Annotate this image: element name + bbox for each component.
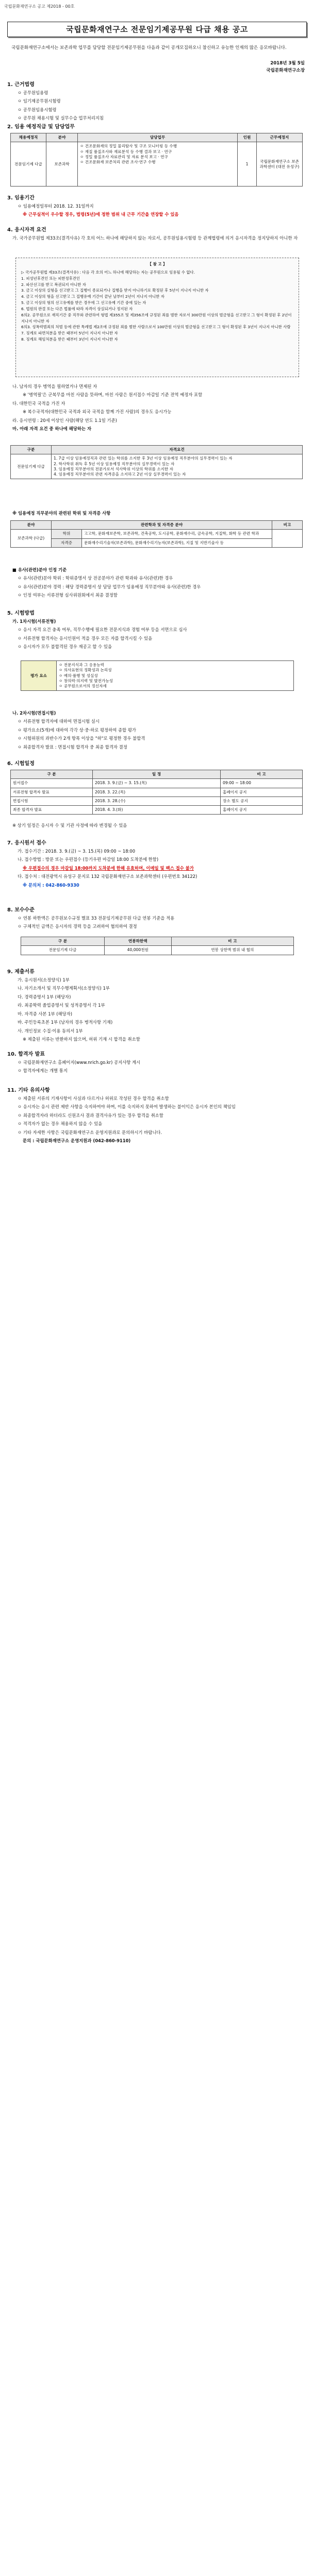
- list-item: 2. 학사학위 취득 후 5년 이상 임용예정 직무분야의 실무경력이 있는 자: [54, 461, 175, 466]
- table-header: 자격요건: [52, 446, 303, 454]
- eligibility-more: [12, 383, 301, 434]
- salary-table: [21, 937, 294, 955]
- list-item: 1. 피성년후견인 또는 피한정후견인: [21, 276, 80, 281]
- list-item: ㅇ 기타 자세한 사항은 국립문화재연구소 운영지원과로 문의하시기 바랍니다.: [18, 1129, 162, 1135]
- note-text: ※ 임용예정 직무분야의 관련된 학위 및 자격증 사항: [12, 511, 111, 516]
- section-application-heading: 7. 응시원서 접수: [7, 840, 46, 846]
- table-header: 구 분: [21, 937, 105, 946]
- table-header: 인원: [238, 133, 257, 142]
- qualification-table: [10, 445, 303, 479]
- list-item: 8. 징계로 해임처분을 받은 때부터 3년이 지나지 아니한 자: [21, 337, 118, 342]
- list-item: ㅇ 유사(관련)분야 경력 : 해당 경력증명서 상 담당 업무가 임용예정 직무분야와 유사(관련)한 경우: [18, 584, 201, 589]
- section-position-heading: 2. 임용 예정직급 및 담당업무: [7, 124, 75, 130]
- table-header: 관련학과 및 자격증 분야: [52, 521, 272, 530]
- list-item: ㅇ 예의·품행 및 성실성: [59, 673, 98, 678]
- list-item: 1. 7급 이상 임용예정직과 관련 있는 학위를 소지한 후 3년 이상 임용예정 직무분야의 실무경력이 있는 자: [54, 456, 233, 461]
- list-item: ㅇ 인정 여부는 서류전형 심사위원회에서 최종 결정함: [18, 592, 118, 598]
- table-cell: [272, 530, 303, 548]
- notice-text: ※ 근무실적이 우수할 경우, 법령(5년)에 정한 범위 내 근무 기간을 연장할 수 있음: [23, 212, 179, 217]
- issuer-name: 국립문화재연구소장: [266, 68, 305, 73]
- list-item: 5. 금고 이상의 형의 선고유예를 받은 경우에 그 선고유예 기간 중에 있는 자: [21, 300, 146, 306]
- paragraph: 마. 아래 자격 요건 중 하나에 해당하는 자: [12, 426, 92, 432]
- list-item: 2. 파산선고를 받고 복권되지 아니한 자: [21, 282, 86, 287]
- page-title: 국립문화재연구소 전문임기제공무원 다급 채용 공고: [7, 22, 307, 37]
- paragraph: 나. 남자의 경우 병역을 필하였거나 면제된 자: [12, 384, 97, 389]
- disqualification-box: [15, 258, 299, 377]
- table-row: [21, 946, 294, 955]
- table-cell: 홈페이지 공지: [221, 806, 303, 815]
- section-salary: [12, 915, 301, 932]
- evaluation-table: [21, 660, 294, 691]
- document-number: 국립문화재연구소 공고 제2018 - 00호: [4, 4, 75, 9]
- list-item: 6의2. 공무원으로 재직기간 중 직무와 관련하여 형법 제355조 및 제356조에 규정된 죄를 범한 자로서 300만원 이상의 벌금형을 선고받고 그 형이 확정된 후 2년이 지나지 아니한 자: [21, 312, 292, 324]
- table-cell: 홈페이지 공지: [221, 788, 303, 796]
- table-cell: 2018. 3. 9.(금) ~ 3. 15.(목): [93, 779, 221, 788]
- list-item: ㅇ 창의력·의지력 및 발전가능성: [59, 678, 113, 683]
- section-legal-basis-heading: 1. 근거법령: [7, 82, 35, 88]
- list-item: 라. 최종학력 졸업증명서 및 성적증명서 각 1부: [18, 1003, 105, 1008]
- section-legal-basis: [12, 90, 301, 124]
- sub-heading: ■ 유사(관련)분야 인정 기준: [12, 567, 67, 572]
- list-item: 다. 접수처 : 대전광역시 유성구 문지로 132 국립문화재연구소 보존과학센터 (우편번호 34122): [18, 874, 197, 879]
- list-item: ㅇ 의사표현의 정확성과 논리성: [59, 668, 112, 673]
- list-item: ㅇ 임용예정일부터 2018. 12. 31일까지: [18, 204, 94, 209]
- table-header: 채용예정직: [11, 133, 46, 142]
- list-item: ㅇ 합격자에게는 개별 통지: [18, 1068, 68, 1074]
- list-item: ㅇ 임기제공무원시험령: [18, 98, 61, 104]
- table-cell: 평가 요소: [21, 661, 57, 691]
- table-cell: 2018. 4. 3.(화): [93, 806, 221, 815]
- list-item: ㅇ 응시자는 응시 관련 제반 사항을 숙지하여야 하며, 이를 숙지하지 못하여 발생하는 불이익은 응시자 본인의 책임임: [18, 1104, 236, 1110]
- table-header: 분야: [11, 521, 52, 530]
- note-text: ※ 상기 일정은 응시자 수 및 기관 사정에 따라 변경될 수 있음: [12, 823, 127, 828]
- table-header: 구 분: [11, 770, 93, 779]
- table-header: 비 고: [171, 937, 293, 946]
- paragraph: 라. 응시연령 : 20세 이상인 사람(해당 연도 1.1일 기준): [12, 417, 117, 423]
- paragraph: 가. 1차시험(서류전형): [12, 619, 56, 624]
- table-cell: 연봉 상한액 범위 내 협의: [171, 946, 293, 955]
- table-cell: 1: [238, 142, 257, 187]
- table-row: [11, 779, 303, 788]
- list-item: 나. 자기소개서 및 직무수행계획서(소정양식) 1부: [18, 986, 110, 991]
- table-cell: 09:00 ~ 18:00: [221, 779, 303, 788]
- section-exam-heading: 5. 시험방법: [7, 611, 35, 616]
- paragraph: ㅇ 구체적인 금액은 응시자의 경력 등을 고려하여 협의하여 결정: [18, 924, 137, 929]
- table-header: 비고: [272, 521, 303, 530]
- list-item: ㅇ 공무원 채용시험 및 실무수습 업무처리지침: [18, 115, 104, 121]
- table-header: 비 고: [221, 770, 303, 779]
- related-field-table: [10, 520, 303, 548]
- table-cell: 문화재수리기술자(보존과학), 문화재수리기능자(보존과학), 지질 및 지반기술사 등: [82, 538, 272, 547]
- list-item: ㅇ 공무원임용령: [18, 90, 48, 95]
- list-item: 가. 응시원서(소정양식) 1부: [18, 977, 70, 982]
- paragraph: ㅇ 연봉 하한액은 공무원보수규정 별표 33 전문임기제공무원 다급 연봉 기준을 적용: [18, 916, 175, 921]
- list-item: ㅇ 재질 품질조사와 재료분석 등 수행 결과 보고 · 연구: [80, 149, 172, 154]
- table-header: 담당업무: [78, 133, 238, 142]
- list-item: ㅇ 건조문화재의 정밀 물리탐사 및 구조 모니터링 등 수행: [80, 144, 177, 149]
- table-header: 구분: [11, 446, 52, 454]
- list-item: ㅇ 전문지식과 그 응용능력: [59, 663, 104, 667]
- list-item: ㅇ 건조문화재 보존처리 관련 조사·연구 수행: [80, 160, 156, 164]
- list-item: 6. 법원의 판결 또는 다른 법률에 따라 자격이 상실되거나 정지된 자: [21, 306, 133, 311]
- table-row: [11, 806, 303, 815]
- table-cell: 보존과학: [46, 142, 78, 187]
- qualification-cell: [52, 454, 303, 479]
- table-cell: 학위: [52, 530, 82, 538]
- position-table: [10, 133, 303, 187]
- related-note: [12, 510, 301, 518]
- list-item: ㅇ 응시자가 모두 불합격된 경우 재공고 할 수 있음: [18, 644, 112, 650]
- table-cell: 2018. 3. 22.(목): [93, 788, 221, 796]
- table-cell: 최종 합격자 발표: [11, 806, 93, 815]
- eligibility-para: [12, 235, 301, 243]
- note-text: ※ 복수국적자(대한민국 국적과 외국 국적을 함께 가진 사람)의 경우도 응시가능: [23, 409, 172, 415]
- list-item: 나. 접수방법 : 방문 또는 우편접수 (등기우편 마감일 18:00 도착분에 한함): [18, 857, 159, 862]
- list-item: ㅇ 평가요소(5개)에 대하여 각각 상·중·하로 평정하여 종합 평가: [18, 727, 136, 733]
- list-item: ㅇ 최종합격자라 하더라도 신원조사 결과 결격사유가 있는 경우 합격을 취소함: [18, 1112, 163, 1118]
- list-item: ㅇ 응시 자격 요건 충족 여부, 직무수행에 필요한 전문지식과 경험 여부 등을 서면으로 심사: [18, 627, 187, 633]
- list-item: ㅇ 국립문화재연구소 홈페이지(www.nrich.go.kr) 공지사항 게시: [18, 1060, 141, 1065]
- table-row: [11, 788, 303, 796]
- note-text: ※ 제출된 서류는 반환하지 않으며, 허위 기재 시 합격을 취소함: [23, 1037, 140, 1042]
- warning-text: ※ 우편접수의 경우 마감일 18:00까지 도착분에 한해 유효하며, 이메일 및 팩스 접수 불가: [23, 865, 194, 871]
- table-header: 연봉하한액: [104, 937, 171, 946]
- list-item: ㅇ 시험위원의 과반수가 2개 항목 이상을 "하"로 평정한 경우 불합격: [18, 736, 145, 741]
- list-item: ㅇ 서류전형 합격자에 대하여 면접시험 실시: [18, 719, 100, 724]
- table-header: 일 정: [93, 770, 221, 779]
- section-schedule-heading: 6. 시험일정: [7, 761, 35, 767]
- section-results-heading: 10. 합격자 발표: [7, 1052, 45, 1057]
- section-results: [12, 1059, 301, 1076]
- table-cell: 고고학, 문화재보존학, 보존과학, 건축공학, 도시공학, 문화재수리, 금속공학, 지질학, 화학 등 관련 학과: [82, 530, 272, 538]
- section-documents: [12, 977, 301, 1045]
- table-cell: 국립문화재연구소 보존과학센터 (대전 유성구): [257, 142, 303, 187]
- intro-paragraph: 국립문화재연구소에서는 보존과학 업무를 담당할 전문임기제공무원을 다음과 같이 공개모집하오니 참신하고 유능한 인재의 많은 응모바랍니다.: [11, 45, 287, 50]
- table-cell: 서류전형 합격자 발표: [11, 788, 93, 796]
- list-item: ㅇ 정밀 품질조사 자료관리 및 자료 분석 보고 · 연구: [80, 154, 168, 159]
- section-notes-heading: 11. 기타 유의사항: [7, 1088, 50, 1093]
- list-item: ㅇ 서류전형 합격자는 응시인원이 적을 경우 모든 자를 합격시킬 수 있음: [18, 635, 153, 641]
- table-cell: 2018. 3. 28.(수): [93, 796, 221, 805]
- section-notes: [12, 1095, 301, 1146]
- table-cell: 전문임기제 다급: [11, 454, 52, 479]
- box-title: 【 참 고 】: [147, 262, 167, 266]
- section-salary-heading: 8. 보수수준: [7, 907, 35, 913]
- list-item: 6의3. 성폭력범죄의 처벌 등에 관한 특례법 제2조에 규정된 죄를 범한 사람으로서 100만원 이상의 벌금형을 선고받고 그 형이 확정된 후 3년이 지나지 아니한 사람: [21, 325, 291, 330]
- list-item: 4. 금고 이상의 형을 선고받고 그 집행유예 기간이 끝난 날부터 2년이 지나지 아니한 자: [21, 294, 164, 299]
- list-item: ㅇ 적격자가 없는 경우 채용하지 않을 수 있음: [18, 1121, 103, 1127]
- table-cell: 면접시험: [11, 796, 93, 805]
- similar-field: [12, 567, 301, 601]
- list-item: ㅇ 최종합격자 발표 : 면접시험 합격자 중 최종 합격자 결정: [18, 744, 127, 750]
- table-cell: 40,000천원: [104, 946, 171, 955]
- exam-stage-1: [12, 618, 301, 652]
- table-cell: 전문임기제 다급: [21, 946, 105, 955]
- contact-text: 문의 : 국립문화재연구소 운영지원과 (042-860-9110): [23, 1138, 131, 1144]
- paragraph: 나. 2차시험(면접시험): [12, 710, 56, 716]
- list-item: 마. 자격증 사본 1부 (해당자): [18, 1011, 73, 1016]
- list-item: ㅇ 유사(관련)분야 학위 : 학위증명서 상 전공분야가 관련 학과와 유사(관련)한 경우: [18, 575, 173, 581]
- table-header: 분야: [46, 133, 78, 142]
- table-cell: 장소 별도 공지: [221, 796, 303, 805]
- section-term: [12, 203, 301, 220]
- list-item: 4. 임용예정 직무분야의 관련 자격증을 소지하고 2년 이상 실무경력이 있는 자: [54, 472, 186, 477]
- evaluation-cell: [57, 661, 294, 691]
- table-cell: 원서접수: [11, 779, 93, 788]
- table-cell: 보존과학 (다급): [11, 530, 52, 548]
- schedule-note: [12, 822, 301, 831]
- list-item: ㅇ 공무원임용시험령: [18, 107, 57, 112]
- list-item: 7. 징계로 파면처분을 받은 때부터 5년이 지나지 아니한 자: [21, 331, 118, 336]
- schedule-table: [10, 770, 303, 815]
- list-item: ▷ 국가공무원법 제33조(결격사유) : 다음 각 호의 어느 하나에 해당하는 자는 공무원으로 임용될 수 없다.: [21, 269, 195, 275]
- note-text: ※ '병역필'은 군복무를 마친 사람을 뜻하며, 마친 사람은 원서접수 마감일 기준 전역 예정자 포함: [23, 392, 203, 398]
- duties-cell: [78, 142, 238, 187]
- table-header: 근무예정지: [257, 133, 303, 142]
- section-term-heading: 3. 임용기간: [7, 195, 35, 201]
- list-item: 다. 경력증명서 1부 (해당자): [18, 994, 71, 999]
- list-item: 3. 금고 이상의 실형을 선고받고 그 집행이 종료되거나 집행을 받지 아니하기로 확정된 후 5년이 지나지 아니한 자: [21, 288, 209, 293]
- table-row: [11, 796, 303, 805]
- list-item: ㅇ 공무원으로서의 정신자세: [59, 684, 107, 688]
- list-item: 바. 주민등록초본 1부 (남자의 경우 병적사항 기재): [18, 1020, 113, 1025]
- paragraph: 가. 국가공무원법 제33조(결격사유) 각 호의 어느 하나에 해당하지 않는 자로서, 공무원임용시험령 등 관계법령에 의거 응시자격을 정지당하지 아니한 자: [12, 235, 298, 241]
- section-documents-heading: 9. 제출서류: [7, 969, 35, 975]
- table-cell: 자격증: [52, 538, 82, 547]
- exam-stage-2: [12, 710, 301, 752]
- list-item: 3. 임용예정 직무분야의 전문가로서 석사학위 이상의 학위를 소지한 자: [54, 466, 173, 471]
- list-item: 가. 접수기간 : 2018. 3. 9.(금) ~ 3. 15.(목) 09:00 ~ 18:00: [18, 849, 136, 854]
- paragraph: 다. 대한민국 국적을 가진 자: [12, 400, 65, 406]
- contact-text: ※ 문의처 : 042-860-9330: [23, 882, 79, 888]
- section-eligibility-heading: 4. 응시자격 요건: [7, 227, 46, 233]
- list-item: ㅇ 제출된 서류의 기재사항이 사실과 다르거나 허위로 작성된 경우 합격을 취소함: [18, 1096, 169, 1101]
- section-application: [12, 848, 301, 890]
- table-cell: 전문임기제 다급: [11, 142, 46, 187]
- announce-date: 2018년 3월 5일: [270, 61, 305, 66]
- list-item: 사. 개인정보 수집·이용 동의서 1부: [18, 1028, 83, 1033]
